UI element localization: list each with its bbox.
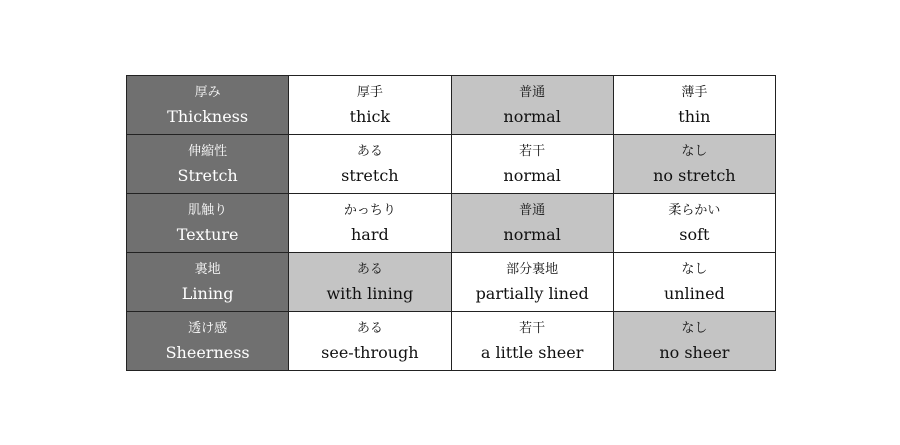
option-label-en: normal	[503, 106, 561, 126]
spec-row-texture	[127, 194, 776, 253]
attribute-label-jp: 肌触り	[188, 202, 228, 218]
option-label-en: hard	[351, 224, 389, 244]
option-label-en: thick	[349, 106, 391, 126]
option-label-en: see-through	[321, 342, 419, 362]
option-cell	[613, 253, 775, 312]
option-cell	[289, 76, 451, 135]
attribute-cell-texture	[127, 194, 289, 253]
attribute-label-en: Lining	[181, 283, 234, 303]
option-label-en: unlined	[663, 283, 725, 303]
option-cell	[613, 194, 775, 253]
option-label-en: no sheer	[659, 342, 730, 362]
option-cell-selected	[451, 194, 613, 253]
option-label-jp: ある	[356, 320, 383, 336]
attribute-label-en: Texture	[176, 224, 239, 244]
attribute-cell-sheerness	[127, 312, 289, 371]
option-label-jp: なし	[681, 143, 708, 159]
option-cell	[451, 312, 613, 371]
attribute-cell-stretch	[127, 135, 289, 194]
fabric-spec-table	[126, 75, 776, 371]
option-label-jp: 厚手	[356, 84, 383, 100]
option-label-jp: かっちり	[343, 202, 396, 218]
option-label-jp: 若干	[519, 320, 546, 336]
option-label-jp: ある	[356, 261, 383, 277]
fabric-spec-table-body	[127, 76, 776, 371]
spec-row-stretch	[127, 135, 776, 194]
attribute-label-jp: 裏地	[194, 261, 221, 277]
option-label-jp: 普通	[519, 202, 546, 218]
option-label-jp: ある	[356, 143, 383, 159]
option-cell	[289, 312, 451, 371]
attribute-label-en: Stretch	[177, 165, 238, 185]
option-label-en: normal	[503, 165, 561, 185]
option-label-en: no stretch	[653, 165, 736, 185]
attribute-label-en: Sheerness	[165, 342, 250, 362]
attribute-label-en: Thickness	[167, 106, 249, 126]
option-label-en: partially lined	[475, 283, 589, 303]
option-label-en: with lining	[326, 283, 414, 303]
option-cell	[289, 135, 451, 194]
spec-row-lining	[127, 253, 776, 312]
option-label-jp: 普通	[519, 84, 546, 100]
option-cell-selected	[289, 253, 451, 312]
option-label-en: a little sheer	[480, 342, 584, 362]
attribute-label-jp: 伸縮性	[188, 143, 228, 159]
attribute-cell-lining	[127, 253, 289, 312]
option-label-en: stretch	[341, 165, 399, 185]
option-cell	[451, 253, 613, 312]
option-label-en: soft	[679, 224, 710, 244]
attribute-label-jp: 透け感	[188, 320, 228, 336]
option-cell	[613, 76, 775, 135]
option-cell	[289, 194, 451, 253]
option-cell-selected	[613, 135, 775, 194]
option-cell	[451, 135, 613, 194]
option-label-jp: なし	[681, 320, 708, 336]
option-label-jp: 若干	[519, 143, 546, 159]
spec-row-thickness	[127, 76, 776, 135]
option-label-jp: 部分裏地	[506, 261, 559, 277]
option-label-jp: 薄手	[681, 84, 708, 100]
option-label-jp: 柔らかい	[668, 202, 721, 218]
option-label-en: thin	[678, 106, 711, 126]
spec-row-sheerness	[127, 312, 776, 371]
option-label-en: normal	[503, 224, 561, 244]
option-cell-selected	[451, 76, 613, 135]
attribute-cell-thickness	[127, 76, 289, 135]
option-label-jp: なし	[681, 261, 708, 277]
attribute-label-jp: 厚み	[194, 84, 221, 100]
option-cell-selected	[613, 312, 775, 371]
